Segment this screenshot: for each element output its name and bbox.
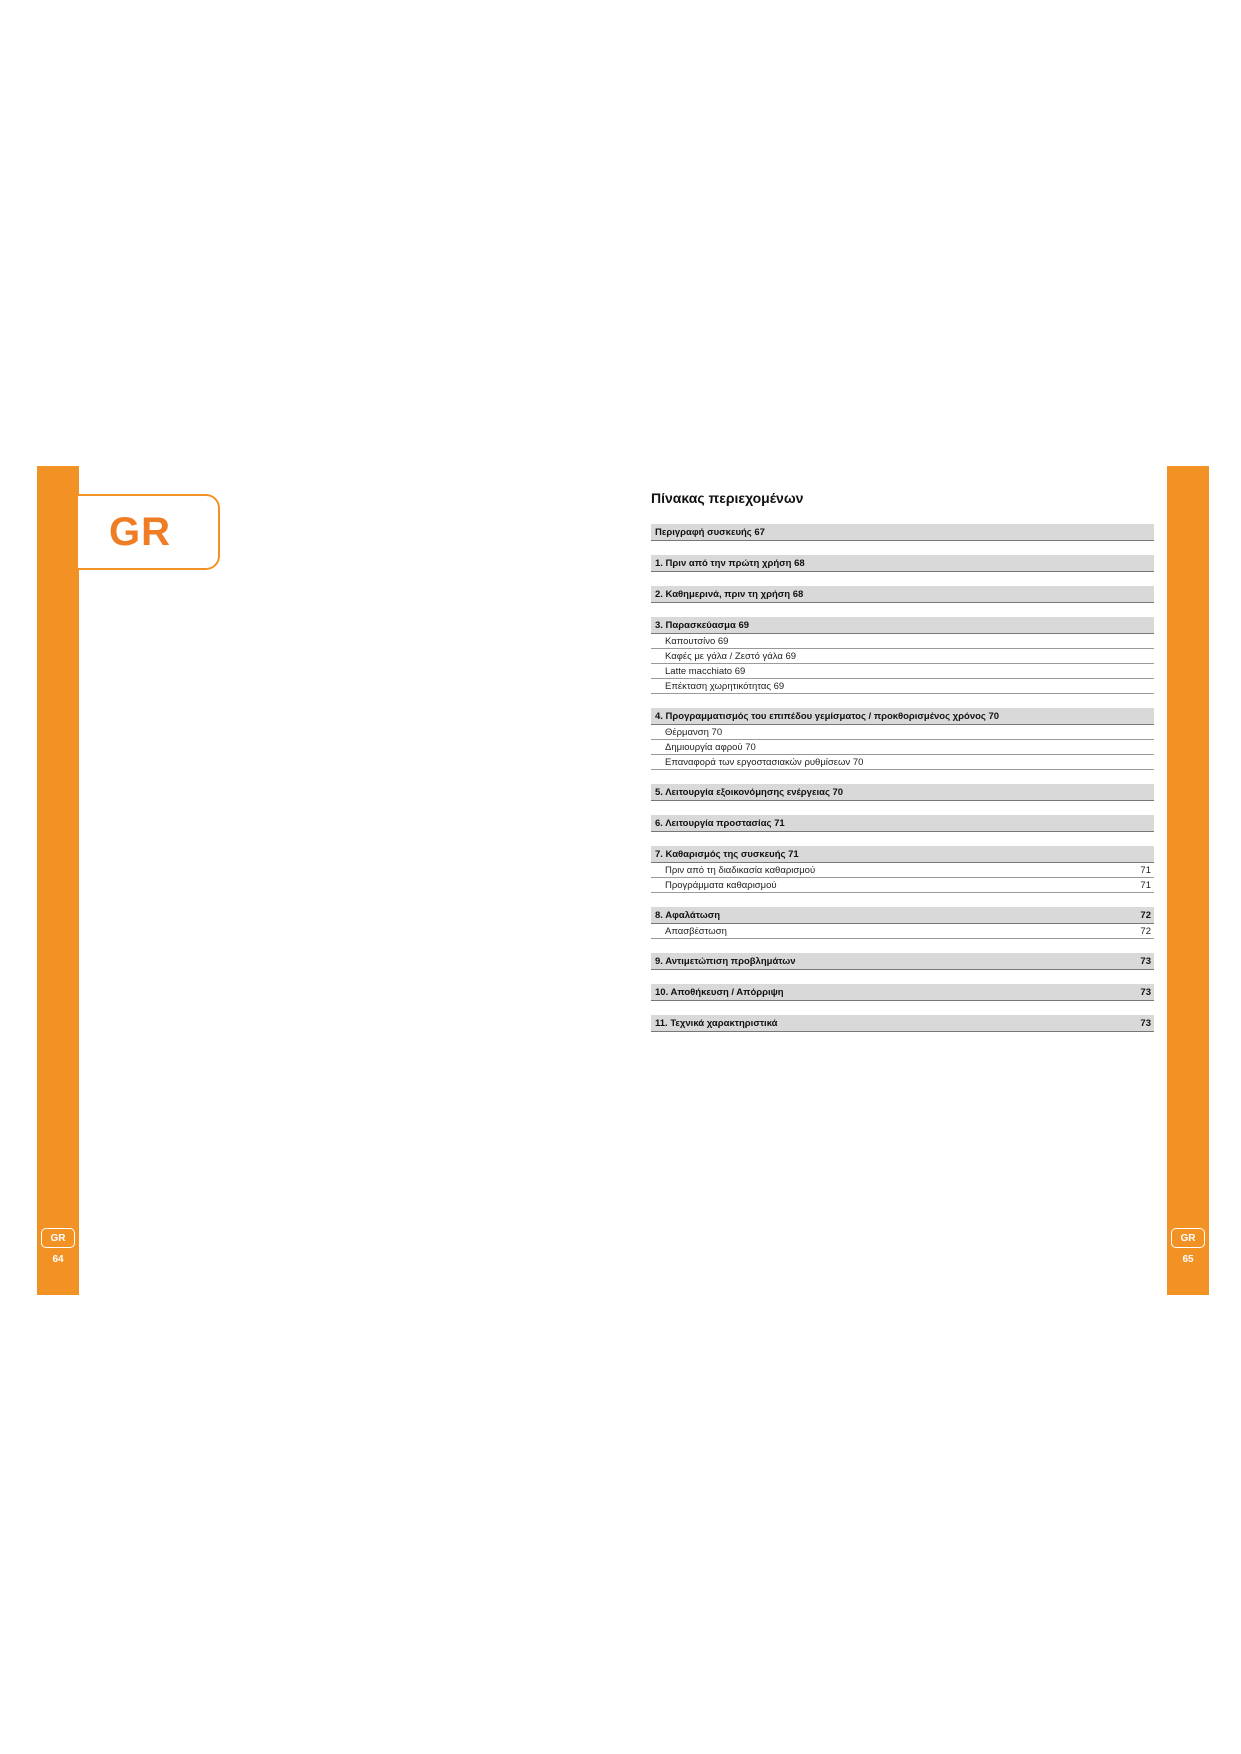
toc-item-label: Θέρμανση 70	[665, 726, 723, 738]
toc-item-page: 72	[1140, 925, 1151, 937]
toc-item-row	[651, 863, 1154, 878]
toc-section-page: 73	[1140, 955, 1151, 967]
toc-spacer	[651, 970, 1154, 984]
toc-item-row	[651, 679, 1154, 694]
toc-section-title: 4. Προγραμματισμός του επιπέδου γεμίσματος / προκθορισμένος χρόνος 70	[655, 710, 1000, 722]
language-tab	[78, 494, 220, 570]
toc-item-label: Απασβέστωση	[665, 925, 727, 937]
toc-item-row	[651, 740, 1154, 755]
toc-item-label: Επαναφορά των εργοστασιακών ρυθμίσεων 70	[665, 756, 864, 768]
toc-spacer	[651, 893, 1154, 907]
toc-section-row	[651, 524, 1154, 541]
toc-item-row	[651, 725, 1154, 740]
toc-item-row	[651, 755, 1154, 770]
left-page-number: 64	[52, 1254, 64, 1265]
toc-spacer	[651, 603, 1154, 617]
toc-section-row	[651, 984, 1154, 1001]
toc-section-row	[651, 907, 1154, 924]
toc-item-label: Latte macchiato 69	[665, 665, 746, 677]
toc-item-page: 71	[1140, 879, 1151, 891]
toc-section-row	[651, 815, 1154, 832]
toc-item-label: Προγράμματα καθαρισμού	[665, 879, 777, 891]
toc-spacer	[651, 770, 1154, 784]
right-page-number: 65	[1182, 1254, 1194, 1265]
toc-spacer	[651, 832, 1154, 846]
toc-section-page: 73	[1140, 986, 1151, 998]
toc-spacer	[651, 572, 1154, 586]
toc-section-row	[651, 784, 1154, 801]
left-side-bar	[37, 466, 79, 1295]
left-language-badge: GR	[41, 1228, 75, 1248]
language-tab-label: GR	[109, 509, 171, 554]
toc-item-row	[651, 924, 1154, 939]
toc-section-row	[651, 617, 1154, 634]
toc-item-label: Πριν από τη διαδικασία καθαρισμού	[665, 864, 816, 876]
toc-spacer	[651, 1001, 1154, 1015]
toc-section-title: 2. Καθημερινά, πριν τη χρήση 68	[655, 588, 804, 600]
toc-item-page: 71	[1140, 864, 1151, 876]
toc-section-title: 7. Καθαρισμός της συσκευής 71	[655, 848, 799, 860]
toc-item-label: Καπουτσίνο 69	[665, 635, 729, 647]
toc-item-label: Δημιουργία αφρού 70	[665, 741, 756, 753]
table-of-contents	[651, 524, 1154, 1032]
toc-section-title: 8. Αφαλάτωση	[655, 909, 721, 921]
toc-spacer	[651, 801, 1154, 815]
toc-section-title: 3. Παρασκεύασμα 69	[655, 619, 750, 631]
toc-section-title: Περιγραφή συσκευής 67	[655, 526, 765, 538]
toc-item-label: Επέκταση χωρητικότητας 69	[665, 680, 785, 692]
toc-spacer	[651, 939, 1154, 953]
toc-section-title: 11. Τεχνικά χαρακτηριστικά	[655, 1017, 778, 1029]
toc-section-row	[651, 708, 1154, 725]
toc-section-row	[651, 953, 1154, 970]
toc-item-label: Καφές με γάλα / Ζεστό γάλα 69	[665, 650, 797, 662]
right-language-badge: GR	[1171, 1228, 1205, 1248]
toc-item-row	[651, 664, 1154, 679]
toc-item-row	[651, 878, 1154, 893]
toc-spacer	[651, 541, 1154, 555]
toc-section-title: 6. Λειτουργία προστασίας 71	[655, 817, 785, 829]
toc-item-row	[651, 634, 1154, 649]
toc-section-row	[651, 586, 1154, 603]
toc-section-page: 73	[1140, 1017, 1151, 1029]
right-side-bar	[1167, 466, 1209, 1295]
toc-title: Πίνακας περιεχομένων	[651, 490, 804, 506]
toc-spacer	[651, 694, 1154, 708]
toc-section-page: 72	[1140, 909, 1151, 921]
toc-section-row	[651, 1015, 1154, 1032]
toc-section-title: 5. Λειτουργία εξοικονόμησης ενέργειας 70	[655, 786, 844, 798]
toc-item-row	[651, 649, 1154, 664]
toc-section-title: 1. Πριν από την πρώτη χρήση 68	[655, 557, 805, 569]
toc-section-title: 9. Αντιμετώπιση προβλημάτων	[655, 955, 796, 967]
toc-section-row	[651, 846, 1154, 863]
toc-section-row	[651, 555, 1154, 572]
toc-section-title: 10. Αποθήκευση / Απόρριψη	[655, 986, 784, 998]
